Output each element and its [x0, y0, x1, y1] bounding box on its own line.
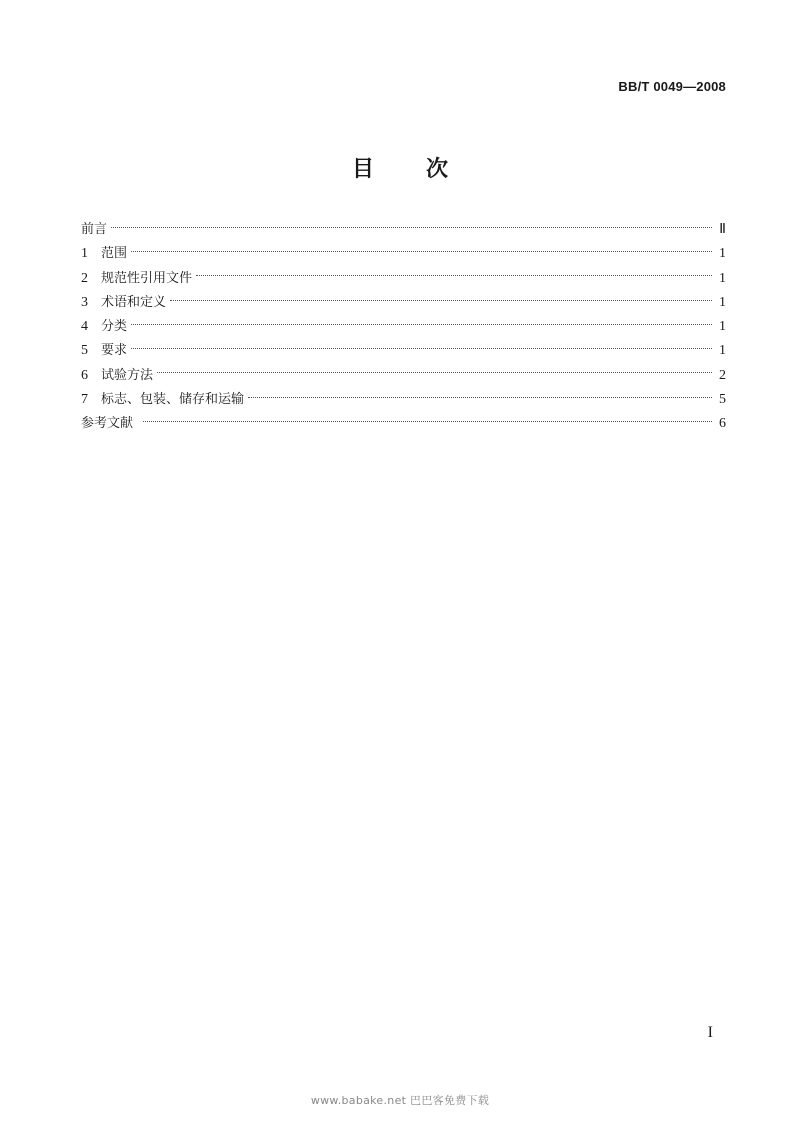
- toc-entry-number: 5: [81, 343, 88, 359]
- toc-leader-dots: [131, 348, 712, 349]
- toc-entry-page: 1: [719, 270, 726, 286]
- toc-entry-number: 3: [81, 294, 88, 310]
- toc-leader-dots: [170, 300, 712, 301]
- toc-entry-classification[interactable]: [81, 315, 726, 339]
- toc-entry-page: 1: [719, 343, 726, 359]
- toc-entry-page: 1: [719, 246, 726, 262]
- toc-leader-dots: [131, 324, 712, 325]
- toc-entry-label: 要求: [101, 343, 128, 359]
- toc-leader-dots: [248, 397, 712, 398]
- title-char-1: 目: [351, 157, 374, 182]
- toc-entry-marking-packaging[interactable]: [81, 388, 726, 412]
- toc-entry-label: 前言: [81, 222, 108, 237]
- toc-leader-dots: [157, 372, 712, 373]
- toc-entry-terms-definitions[interactable]: [81, 291, 726, 315]
- toc-entry-page: 2: [719, 367, 726, 383]
- title-char-2: 次: [426, 157, 449, 182]
- toc-entry-page: 1: [719, 319, 726, 335]
- toc-leader-dots: [196, 275, 712, 276]
- toc-leader-dots: [131, 251, 712, 252]
- toc-entry-number: 6: [81, 367, 88, 383]
- toc-entry-label: 试验方法: [101, 367, 154, 383]
- toc-entry-test-methods[interactable]: [81, 364, 726, 388]
- toc-entry-bibliography[interactable]: [81, 412, 726, 436]
- toc-entry-page: Ⅱ: [719, 222, 726, 237]
- toc-entry-number: 2: [81, 270, 88, 286]
- toc-leader-dots: [111, 227, 712, 228]
- toc-entry-page: 1: [719, 294, 726, 310]
- toc-entry-number: 4: [81, 319, 88, 335]
- toc-entry-label: 标志、包装、储存和运输: [101, 392, 245, 408]
- standard-code: BB/T 0049—2008: [618, 79, 726, 94]
- watermark: www.babake.net 巴巴客免费下载: [310, 1094, 490, 1107]
- toc-entry-page: 5: [719, 392, 726, 408]
- toc-entry-page: 6: [719, 416, 726, 432]
- toc-entry-label: 规范性引用文件: [101, 270, 193, 286]
- toc-entry-requirements[interactable]: [81, 339, 726, 363]
- toc-entry-scope[interactable]: [81, 242, 726, 266]
- toc-entry-label: 分类: [101, 319, 128, 335]
- toc-entry-normative-references[interactable]: [81, 267, 726, 291]
- page-title: [0, 152, 800, 183]
- toc-entry-number: 7: [81, 392, 88, 408]
- toc-leader-dots: [143, 421, 712, 422]
- table-of-contents: [81, 218, 726, 437]
- toc-entry-label: 范围: [101, 246, 128, 262]
- toc-entry-foreword[interactable]: [81, 218, 726, 242]
- toc-entry-number: 1: [81, 246, 88, 262]
- toc-entry-label: 参考文献: [81, 416, 134, 432]
- toc-entry-label: 术语和定义: [101, 294, 167, 310]
- page-number: I: [707, 1024, 713, 1041]
